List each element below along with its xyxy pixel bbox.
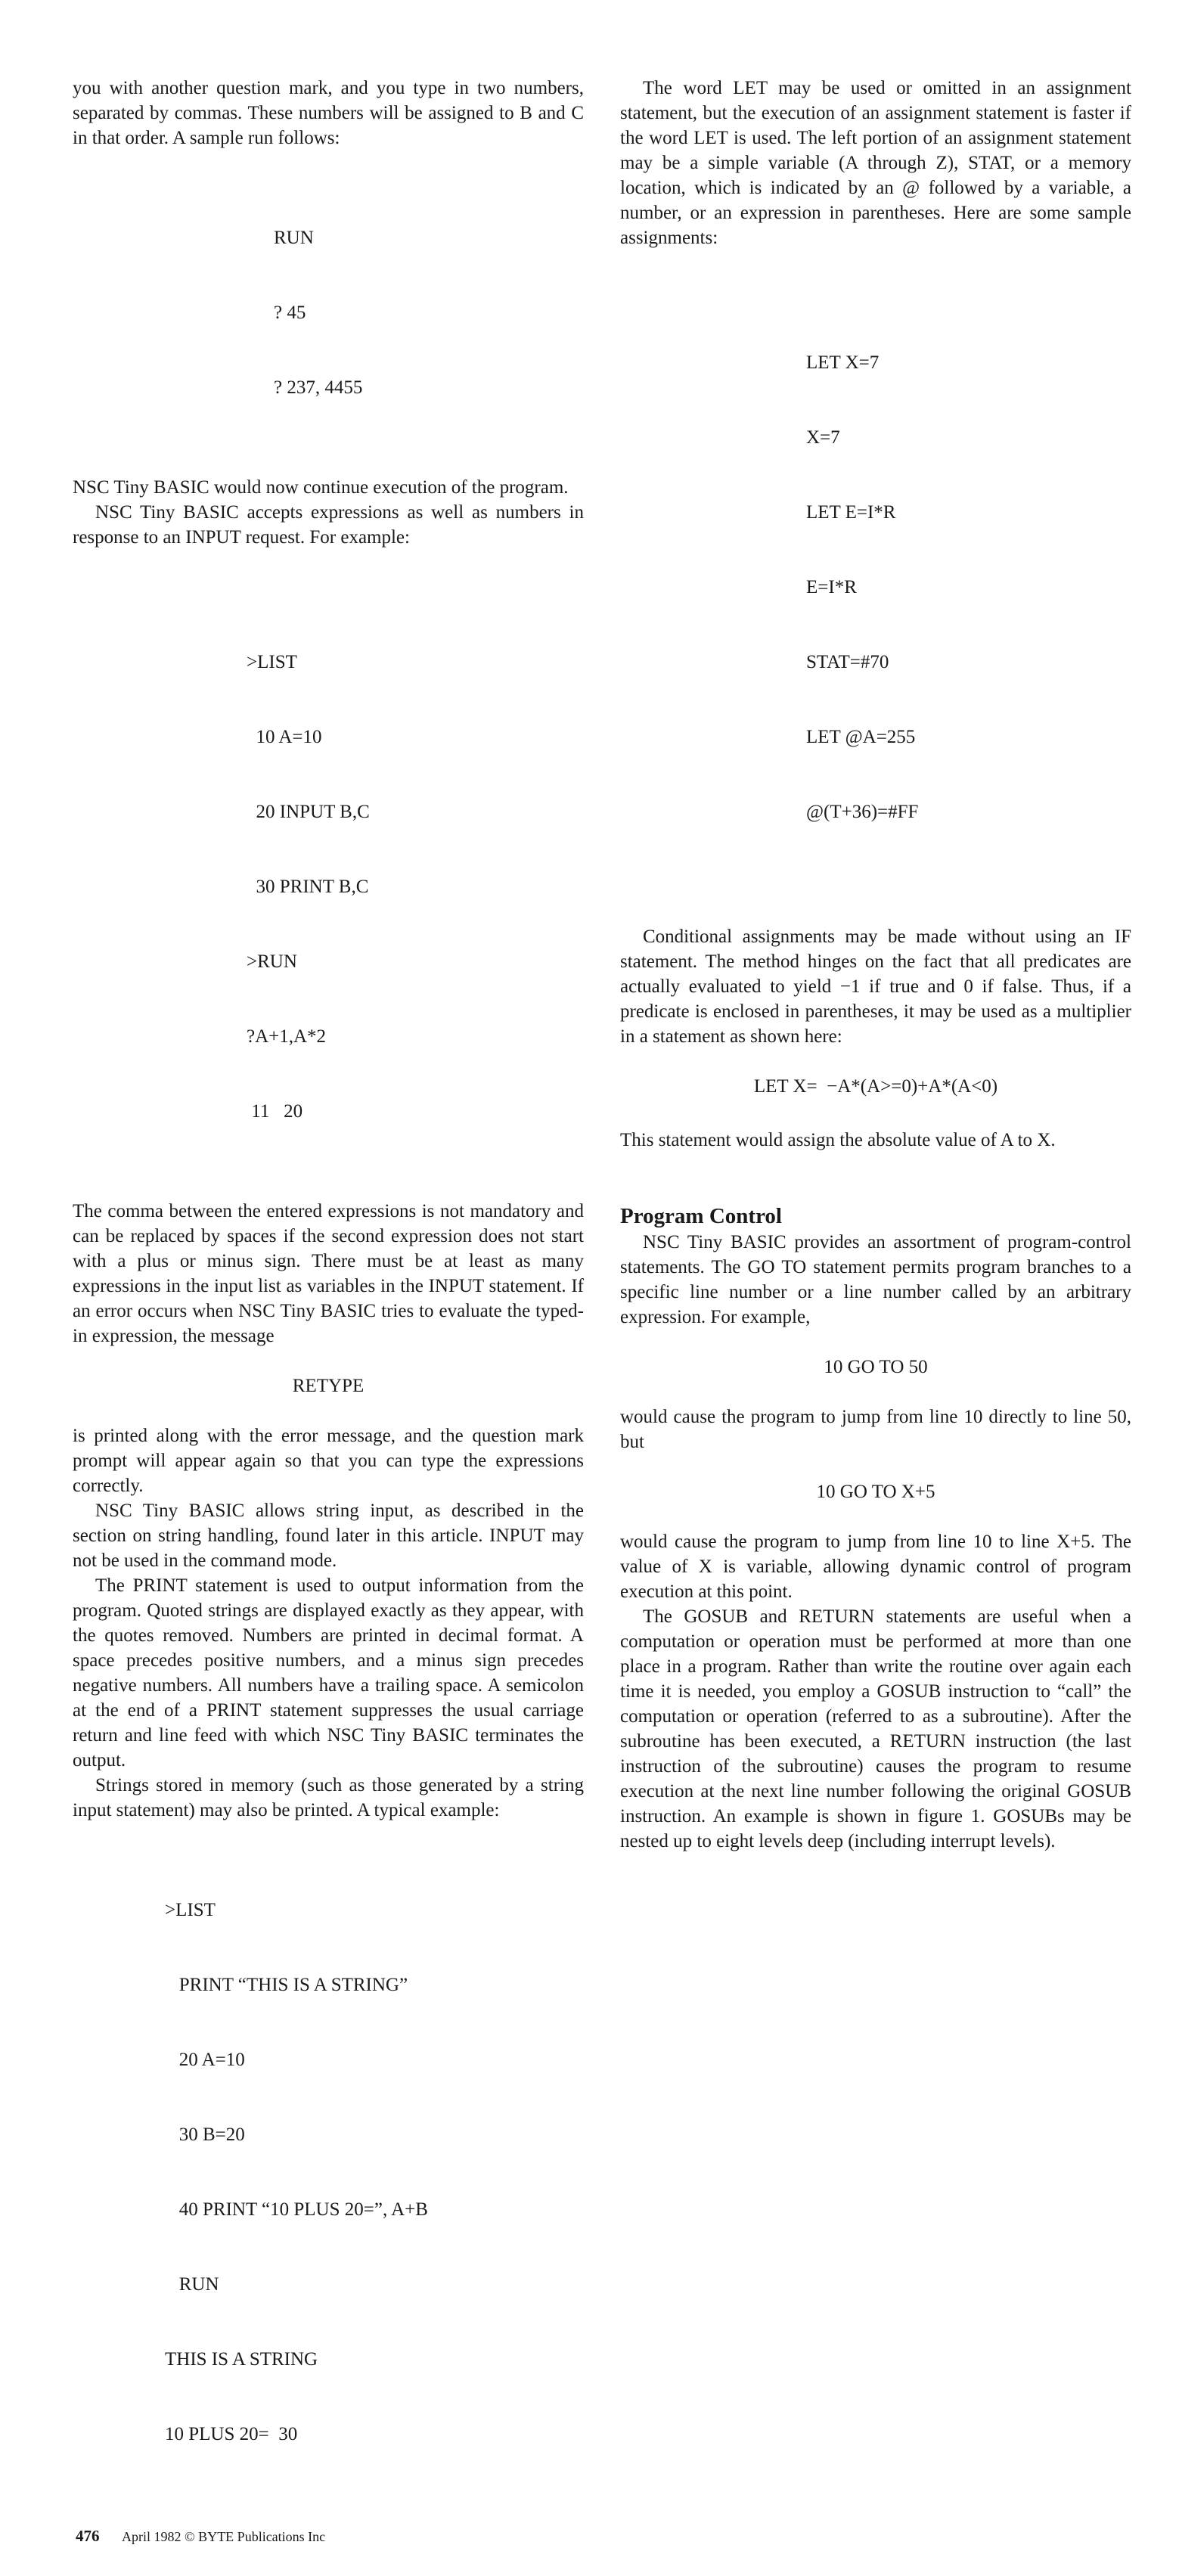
code-retype: RETYPE: [292, 1376, 365, 1396]
code-line: LET E=I*R: [806, 502, 896, 523]
code-line: 11 20: [247, 1101, 303, 1122]
code-line: LET X=7: [806, 352, 880, 373]
code-line: ?A+1,A*2: [247, 1026, 327, 1047]
code-line: 30 B=20: [165, 2124, 245, 2145]
paragraph: NSC Tiny BASIC accepts expressions as well as numbers in response to an INPUT request. For example:: [73, 502, 584, 548]
code-line: 20 A=10: [165, 2050, 245, 2070]
paragraph: This statement would assign the absolute value of A to X.: [620, 1130, 1056, 1150]
code-line: ? 237, 4455: [274, 377, 363, 398]
columns: [73, 76, 1131, 2497]
paragraph: would cause the program to jump from line 10 to line X+5. The value of X is variable, allowing dynamic control of program execution at this point.: [620, 1532, 1131, 1602]
paragraph: Conditional assignments may be made without using an IF statement. The method hinges on the fact that all predicates are actually evaluated to yield −1 if true and 0 if false. Thus, if a predicate is enclosed in parentheses, it may be used as a multiplier in a statement as shown here:: [620, 926, 1131, 1047]
code-line: >LIST: [247, 652, 297, 672]
paragraph: Strings stored in memory (such as those generated by a string input statement) may also be printed. A typical example:: [73, 1775, 584, 1820]
code-goto: 10 GO TO 50: [824, 1357, 928, 1377]
code-line: STAT=#70: [806, 652, 889, 672]
code-line: 40 PRINT “10 PLUS 20=”, A+B: [165, 2199, 428, 2220]
code-conditional: LET X= −A*(A>=0)+A*(A<0): [753, 1076, 998, 1097]
paragraph: The GOSUB and RETURN statements are useful when a computation or operation must be performed at more than one place in a program. Rather than write the routine over again each time it is needed, you employ a GOSUB instruction to “call” the computation or operation (referred to as a subroutine). After the subroutine has been executed, a RETURN instruction (the last instruction of the subroutine) causes the program to resume execution at the next line number following the original GOSUB instruction. An example is shown in figure 1. GOSUBs may be nested up to eight levels deep (including interrupt levels).: [620, 1606, 1131, 1851]
code-line: >LIST: [165, 1900, 216, 1920]
code-sample-run: [274, 175, 584, 450]
section-heading: Program Control: [620, 1204, 782, 1228]
paragraph: The word LET may be used or omitted in an assignment statement, but the execution of an assignment statement is faster if the word LET is used. The left portion of an assignment statement may be a simple variable (A through Z), STAT, or a memory location, which is indicated by an @ followed by a variable, a number, or an expression in parentheses. Here are some sample assignments:: [620, 78, 1131, 248]
footer-credit: April 1982 © BYTE Publications Inc: [122, 2529, 326, 2544]
code-line: X=7: [806, 427, 840, 448]
code-line: ? 45: [274, 303, 306, 323]
right-column: [620, 76, 1131, 1854]
paragraph: is printed along with the error message, and the question mark prompt will appear again so that you can type the expressions correctly.: [73, 1426, 584, 1496]
code-listing-string: [165, 1848, 584, 2497]
paragraph: you with another question mark, and you type in two numbers, separated by commas. These numbers will be assigned to B and C in that order. A sample run follows:: [73, 78, 584, 148]
paragraph: NSC Tiny BASIC provides an assortment of program-control statements. The GO TO statement permits program branches to a specific line number or a line number called by an arbitrary expression. For example,: [620, 1232, 1131, 1327]
code-line: >RUN: [247, 951, 297, 972]
paragraph: would cause the program to jump from line 10 directly to line 50, but: [620, 1407, 1131, 1452]
code-line: 20 INPUT B,C: [247, 802, 370, 822]
code-goto-expression: 10 GO TO X+5: [816, 1482, 935, 1502]
paragraph: NSC Tiny BASIC allows string input, as described in the section on string handling, found later in this article. INPUT may not be used in the command mode.: [73, 1501, 584, 1571]
code-line: 10 PLUS 20= 30: [165, 2424, 298, 2444]
left-column: [73, 76, 584, 2497]
code-line: E=I*R: [806, 577, 857, 597]
paragraph: The PRINT statement is used to output information from the program. Quoted strings are displayed exactly as they appear, with the quotes removed. Numbers are printed in decimal format. A space precedes positive numbers, and a minus sign precedes negative numbers. All numbers have a trailing space. A semicolon at the end of a PRINT statement suppresses the usual carriage return and line feed with which NSC Tiny BASIC terminates the output.: [73, 1575, 584, 1771]
code-line: 10 A=10: [247, 727, 322, 747]
code-line: THIS IS A STRING: [165, 2349, 318, 2370]
code-line: 30 PRINT B,C: [247, 877, 369, 897]
code-line: PRINT “THIS IS A STRING”: [165, 1975, 408, 1995]
page-number: 476: [76, 2527, 100, 2545]
code-listing-input: [247, 600, 584, 1174]
code-line: RUN: [165, 2274, 219, 2295]
paragraph: The comma between the entered expressions is not mandatory and can be replaced by spaces if the second expression does not start with a plus or minus sign. There must be at least as many expressions in the input list as variables in the INPUT statement. If an error occurs when NSC Tiny BASIC tries to evaluate the typed-in expression, the message: [73, 1201, 584, 1346]
code-assignments: [806, 300, 1131, 874]
paragraph: NSC Tiny BASIC would now continue execution of the program.: [73, 477, 569, 498]
code-line: @(T+36)=#FF: [806, 802, 919, 822]
code-line: RUN: [274, 228, 314, 248]
code-line: LET @A=255: [806, 727, 916, 747]
page-footer: [76, 2527, 1131, 2546]
